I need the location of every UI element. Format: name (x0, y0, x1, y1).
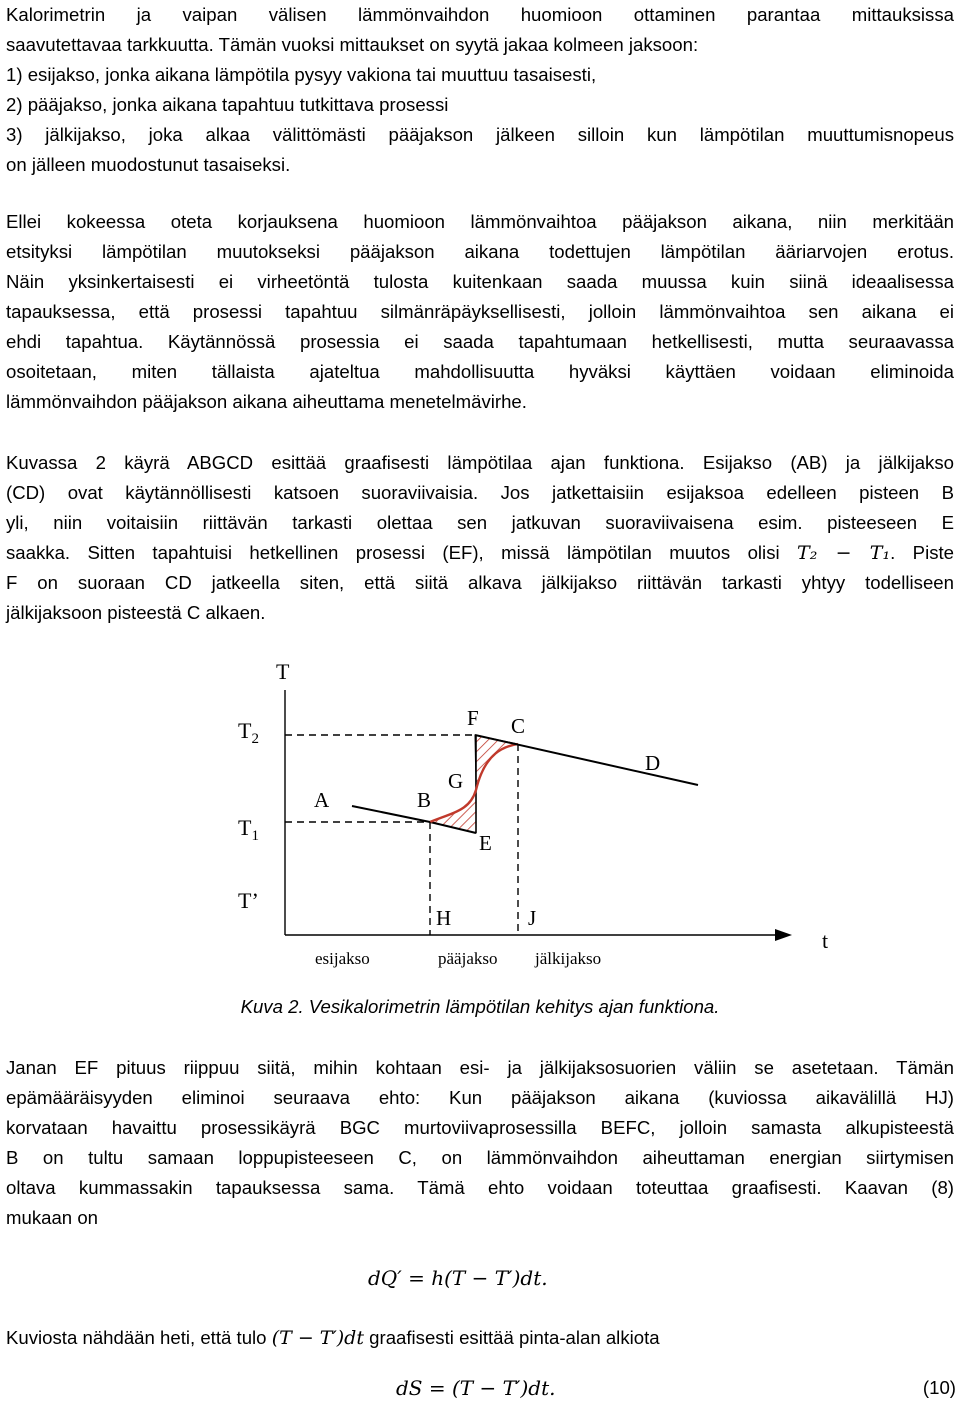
math-T2-minus-T1: T₂ − T₁ (797, 542, 891, 564)
text-line: on jälleen muodostunut tasaiseksi. (6, 154, 291, 175)
label-T1-main: T (238, 815, 252, 840)
text-line: Kuvassa 2 käyrä ABGCD esittää graafisesti lämpötilaa ajan funktiona. Esijakso (AB) ja jälkijakso (6, 452, 954, 473)
x-axis-arrow (775, 929, 792, 941)
text-line (6, 538, 954, 568)
text-line: epämääräisyyden eliminoi seuraava ehto: Kun pääjakson aikana (kuviossa aikavälillä HJ) (6, 1087, 954, 1108)
text-line: 1) esijakso, jonka aikana lämpötila pysyy vakiona tai muuttuu tasaisesti, (6, 64, 597, 85)
text-line: F on suoraan CD jatkeella siten, että siitä alkava jälkijakso riittävän tarkasti yhtyy todelliseen (6, 572, 954, 593)
post-period-line-FCD (475, 735, 698, 785)
text-line (6, 1323, 954, 1353)
text-line: osoitetaan, miten tällaista ajateltua mahdollisuutta hyväksi käyttäen voidaan eliminoida (6, 361, 954, 382)
math-product: (T − T′)dt (271, 1327, 364, 1349)
text-line: korvataan havaittu prosessikäyrä BGC murtoviivaprosessilla BEFC, jolloin samasta alkupisteestä (6, 1117, 954, 1138)
text-line-product (6, 1323, 954, 1353)
text-line: mukaan on (6, 1207, 98, 1228)
label-point-A: A (314, 788, 330, 812)
label-point-H: H (436, 906, 452, 930)
text-line: 2) pääjakso, jonka aikana tapahtuu tutkittava prosessi (6, 94, 449, 115)
text-line: etsityksi lämpötilan muutokseksi pääjakson aikana todettujen lämpötilan ääriarvojen erotus. (6, 241, 954, 262)
text-line: Kalorimetrin ja vaipan välisen lämmönvaihdon huomioon ottaminen parantaa mittauksissa (6, 4, 954, 25)
text-fragment: graafisesti esittää pinta-alan alkiota (369, 1327, 660, 1348)
label-point-E: E (479, 831, 492, 855)
label-post-period: jälkijakso (535, 949, 602, 968)
paragraph-area-condition (6, 1053, 954, 1233)
equation-number: (10) (922, 1377, 956, 1398)
label-T1 (238, 815, 259, 844)
text-line: Ellei kokeessa oteta korjauksena huomioon lämmönvaihtoa pääjakson aikana, niin merkitään (6, 211, 954, 232)
label-point-G: G (448, 769, 464, 793)
text-line: Janan EF pituus riippuu siitä, mihin kohtaan esi- ja jälkijaksosuorien väliin se asetetaan. Tämän (6, 1057, 954, 1078)
temperature-time-diagram (0, 650, 960, 985)
label-main-period: pääjakso (438, 949, 498, 968)
axis-label-T: T (276, 659, 290, 684)
text-line: lämmönvaihdon pääjakson aikana aiheuttama menetelmävirhe. (6, 391, 527, 412)
label-point-B: B (417, 788, 432, 812)
label-pre-period: esijakso (315, 949, 370, 968)
text-line: oltava kummassakin tapauksessa sama. Tämä ehto voidaan toteuttaa graafisesti. Kaavan (8) (6, 1177, 954, 1198)
text-fragment: Kuviosta nähdään heti, että tulo (6, 1327, 267, 1348)
equation-dQ: dQ′ = h(T − T′)dt. (368, 1266, 548, 1290)
label-point-D: D (645, 751, 661, 775)
paragraph-curve-description (6, 448, 954, 628)
label-point-C: C (511, 714, 526, 738)
label-T2 (238, 718, 259, 747)
figure-caption: Kuva 2. Vesikalorimetrin lämpötilan kehitys ajan funktiona. (240, 996, 720, 1017)
label-T2-sub: 2 (251, 731, 259, 747)
axis-label-t: t (822, 928, 829, 953)
text-line: ehdi tapahtua. Käytännössä prosessia ei saada tapahtumaan hetkellisesti, mutta seuraavassa (6, 331, 954, 352)
text-fragment: saakka. Sitten tapahtuisi hetkellinen prosessi (EF), missä lämpötilan muutos olisi (6, 542, 780, 563)
text-line: (CD) ovat käytännöllisesti katsoen suoraviivaisia. Jos jatkettaisiin esijaksoa edelleen pisteen B (6, 482, 954, 503)
label-Tprime: T’ (238, 888, 259, 913)
label-T1-sub: 1 (251, 828, 259, 844)
paragraph-measurement-periods (6, 0, 954, 180)
text-line: tapauksessa, että prosessi tapahtuu silmänräpäyksellisesti, jolloin lämmönvaihtoa sen aikana ei (6, 301, 954, 322)
text-line: yli, niin voitaisiin riittävän tarkasti olettaa sen jatkuvan suoraviivaisena esim. pisteeseen E (6, 512, 954, 533)
label-point-F: F (467, 706, 479, 730)
label-point-J: J (528, 906, 537, 930)
text-line: B on tultu samaan loppupisteeseen C, on lämmönvaihdon aiheuttaman energian siirtymisen (6, 1147, 954, 1168)
text-line: Näin yksinkertaisesti ei virheetöntä tulosta kuitenkaan saada muussa kuin siinä ideaalisessa (6, 271, 954, 292)
label-T2-main: T (238, 718, 252, 743)
equation-dS: dS = (T − T′)dt. (396, 1376, 556, 1400)
text-fragment: . Piste (890, 542, 955, 563)
text-line: saavutettavaa tarkkuutta. Tämän vuoksi mittaukset on syytä jakaa kolmeen jaksoon: (6, 34, 699, 55)
text-line: jälkijaksoon pisteestä C alkaen. (6, 602, 266, 623)
paragraph-heat-exchange-correction (6, 207, 954, 417)
text-line: 3) jälkijakso, joka alkaa välittömästi pääjakson jälkeen silloin kun lämpötilan muuttumisnopeus (6, 124, 954, 145)
